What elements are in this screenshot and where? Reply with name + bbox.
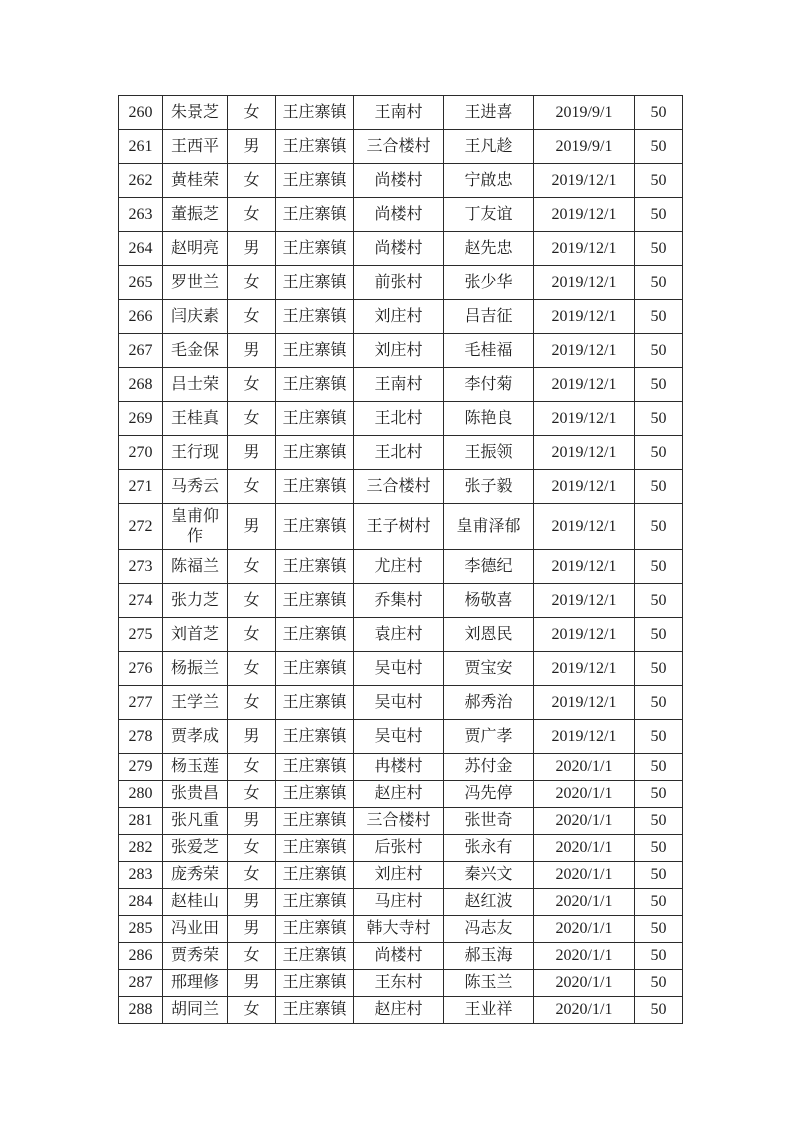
town-cell: 王庄寨镇: [276, 781, 354, 808]
table-row: [119, 916, 683, 943]
gender-cell: 女: [228, 96, 276, 130]
village-cell: 尚楼村: [354, 164, 444, 198]
table-row: [119, 164, 683, 198]
serial-cell: 265: [119, 266, 163, 300]
gender-cell: 女: [228, 943, 276, 970]
gender-cell: 女: [228, 862, 276, 889]
town-cell: 王庄寨镇: [276, 970, 354, 997]
village-cell: 王南村: [354, 368, 444, 402]
amount-cell: 50: [635, 402, 683, 436]
relative-name-cell: 张世奇: [444, 808, 534, 835]
name-cell: 王西平: [163, 130, 228, 164]
relative-name-cell: 王进喜: [444, 96, 534, 130]
village-cell: 尚楼村: [354, 198, 444, 232]
date-cell: 2019/9/1: [534, 130, 635, 164]
table-row: [119, 402, 683, 436]
village-cell: 吴屯村: [354, 686, 444, 720]
date-cell: 2019/12/1: [534, 164, 635, 198]
date-cell: 2019/12/1: [534, 198, 635, 232]
serial-cell: 268: [119, 368, 163, 402]
date-cell: 2020/1/1: [534, 862, 635, 889]
relative-name-cell: 吕吉征: [444, 300, 534, 334]
relative-name-cell: 丁友谊: [444, 198, 534, 232]
gender-cell: 女: [228, 300, 276, 334]
gender-cell: 男: [228, 504, 276, 550]
date-cell: 2020/1/1: [534, 808, 635, 835]
name-cell: 贾孝成: [163, 720, 228, 754]
relative-name-cell: 张永有: [444, 835, 534, 862]
gender-cell: 女: [228, 835, 276, 862]
name-cell: 黄桂荣: [163, 164, 228, 198]
table-row: [119, 618, 683, 652]
date-cell: 2019/12/1: [534, 368, 635, 402]
town-cell: 王庄寨镇: [276, 334, 354, 368]
village-cell: 前张村: [354, 266, 444, 300]
date-cell: 2020/1/1: [534, 754, 635, 781]
table-row: [119, 266, 683, 300]
amount-cell: 50: [635, 368, 683, 402]
serial-cell: 270: [119, 436, 163, 470]
amount-cell: 50: [635, 835, 683, 862]
date-cell: 2019/12/1: [534, 504, 635, 550]
relative-name-cell: 秦兴文: [444, 862, 534, 889]
table-row: [119, 997, 683, 1024]
amount-cell: 50: [635, 232, 683, 266]
village-cell: 王子树村: [354, 504, 444, 550]
town-cell: 王庄寨镇: [276, 402, 354, 436]
serial-cell: 264: [119, 232, 163, 266]
amount-cell: 50: [635, 916, 683, 943]
date-cell: 2019/12/1: [534, 720, 635, 754]
gender-cell: 女: [228, 198, 276, 232]
gender-cell: 男: [228, 130, 276, 164]
amount-cell: 50: [635, 754, 683, 781]
town-cell: 王庄寨镇: [276, 943, 354, 970]
town-cell: 王庄寨镇: [276, 835, 354, 862]
amount-cell: 50: [635, 504, 683, 550]
relative-name-cell: 李付菊: [444, 368, 534, 402]
town-cell: 王庄寨镇: [276, 198, 354, 232]
serial-cell: 284: [119, 889, 163, 916]
serial-cell: 269: [119, 402, 163, 436]
relative-name-cell: 宁啟忠: [444, 164, 534, 198]
gender-cell: 女: [228, 470, 276, 504]
table-row: [119, 300, 683, 334]
roster-table: [118, 95, 683, 1024]
relative-name-cell: 郝秀治: [444, 686, 534, 720]
serial-cell: 272: [119, 504, 163, 550]
town-cell: 王庄寨镇: [276, 130, 354, 164]
name-cell: 陈福兰: [163, 550, 228, 584]
village-cell: 刘庄村: [354, 334, 444, 368]
date-cell: 2020/1/1: [534, 943, 635, 970]
date-cell: 2019/12/1: [534, 300, 635, 334]
name-cell: 董振芝: [163, 198, 228, 232]
town-cell: 王庄寨镇: [276, 652, 354, 686]
village-cell: 王北村: [354, 402, 444, 436]
gender-cell: 男: [228, 916, 276, 943]
date-cell: 2020/1/1: [534, 916, 635, 943]
town-cell: 王庄寨镇: [276, 232, 354, 266]
relative-name-cell: 毛桂福: [444, 334, 534, 368]
village-cell: 刘庄村: [354, 862, 444, 889]
gender-cell: 女: [228, 164, 276, 198]
amount-cell: 50: [635, 889, 683, 916]
table-row: [119, 835, 683, 862]
name-cell: 张贵昌: [163, 781, 228, 808]
relative-name-cell: 赵先忠: [444, 232, 534, 266]
table-row: [119, 720, 683, 754]
town-cell: 王庄寨镇: [276, 436, 354, 470]
table-row: [119, 781, 683, 808]
roster-table-body: [119, 96, 683, 1024]
gender-cell: 女: [228, 652, 276, 686]
table-row: [119, 943, 683, 970]
village-cell: 王北村: [354, 436, 444, 470]
gender-cell: 男: [228, 334, 276, 368]
serial-cell: 287: [119, 970, 163, 997]
amount-cell: 50: [635, 862, 683, 889]
amount-cell: 50: [635, 970, 683, 997]
gender-cell: 女: [228, 781, 276, 808]
gender-cell: 女: [228, 550, 276, 584]
amount-cell: 50: [635, 584, 683, 618]
name-cell: 吕士荣: [163, 368, 228, 402]
serial-cell: 260: [119, 96, 163, 130]
village-cell: 冉楼村: [354, 754, 444, 781]
name-cell: 王行现: [163, 436, 228, 470]
name-cell: 邢理修: [163, 970, 228, 997]
date-cell: 2020/1/1: [534, 889, 635, 916]
amount-cell: 50: [635, 943, 683, 970]
serial-cell: 263: [119, 198, 163, 232]
gender-cell: 男: [228, 808, 276, 835]
amount-cell: 50: [635, 96, 683, 130]
name-cell: 赵桂山: [163, 889, 228, 916]
town-cell: 王庄寨镇: [276, 550, 354, 584]
town-cell: 王庄寨镇: [276, 889, 354, 916]
gender-cell: 女: [228, 618, 276, 652]
serial-cell: 285: [119, 916, 163, 943]
relative-name-cell: 冯先停: [444, 781, 534, 808]
amount-cell: 50: [635, 164, 683, 198]
amount-cell: 50: [635, 436, 683, 470]
gender-cell: 男: [228, 232, 276, 266]
name-cell: 冯业田: [163, 916, 228, 943]
serial-cell: 283: [119, 862, 163, 889]
village-cell: 三合楼村: [354, 130, 444, 164]
serial-cell: 275: [119, 618, 163, 652]
table-row: [119, 470, 683, 504]
serial-cell: 286: [119, 943, 163, 970]
serial-cell: 267: [119, 334, 163, 368]
relative-name-cell: 苏付金: [444, 754, 534, 781]
village-cell: 赵庄村: [354, 781, 444, 808]
name-cell: 朱景芝: [163, 96, 228, 130]
town-cell: 王庄寨镇: [276, 470, 354, 504]
village-cell: 韩大寺村: [354, 916, 444, 943]
town-cell: 王庄寨镇: [276, 368, 354, 402]
serial-cell: 277: [119, 686, 163, 720]
amount-cell: 50: [635, 266, 683, 300]
relative-name-cell: 贾宝安: [444, 652, 534, 686]
table-row: [119, 334, 683, 368]
gender-cell: 男: [228, 436, 276, 470]
town-cell: 王庄寨镇: [276, 916, 354, 943]
serial-cell: 278: [119, 720, 163, 754]
table-row: [119, 368, 683, 402]
village-cell: 后张村: [354, 835, 444, 862]
serial-cell: 266: [119, 300, 163, 334]
name-cell: 马秀云: [163, 470, 228, 504]
serial-cell: 274: [119, 584, 163, 618]
serial-cell: 288: [119, 997, 163, 1024]
relative-name-cell: 冯志友: [444, 916, 534, 943]
table-row: [119, 436, 683, 470]
village-cell: 刘庄村: [354, 300, 444, 334]
village-cell: 尚楼村: [354, 943, 444, 970]
village-cell: 尤庄村: [354, 550, 444, 584]
table-row: [119, 808, 683, 835]
amount-cell: 50: [635, 470, 683, 504]
name-cell: 毛金保: [163, 334, 228, 368]
table-row: [119, 130, 683, 164]
serial-cell: 280: [119, 781, 163, 808]
town-cell: 王庄寨镇: [276, 504, 354, 550]
gender-cell: 男: [228, 970, 276, 997]
name-cell: 庞秀荣: [163, 862, 228, 889]
relative-name-cell: 张子毅: [444, 470, 534, 504]
gender-cell: 女: [228, 686, 276, 720]
village-cell: 三合楼村: [354, 470, 444, 504]
relative-name-cell: 陈玉兰: [444, 970, 534, 997]
village-cell: 吴屯村: [354, 652, 444, 686]
town-cell: 王庄寨镇: [276, 686, 354, 720]
town-cell: 王庄寨镇: [276, 997, 354, 1024]
date-cell: 2019/12/1: [534, 652, 635, 686]
relative-name-cell: 李德纪: [444, 550, 534, 584]
table-row: [119, 889, 683, 916]
amount-cell: 50: [635, 720, 683, 754]
gender-cell: 女: [228, 266, 276, 300]
name-cell: 张力芝: [163, 584, 228, 618]
table-row: [119, 970, 683, 997]
village-cell: 吴屯村: [354, 720, 444, 754]
amount-cell: 50: [635, 334, 683, 368]
amount-cell: 50: [635, 198, 683, 232]
name-cell: 皇甫仰作: [163, 504, 228, 550]
town-cell: 王庄寨镇: [276, 862, 354, 889]
town-cell: 王庄寨镇: [276, 584, 354, 618]
amount-cell: 50: [635, 686, 683, 720]
amount-cell: 50: [635, 808, 683, 835]
date-cell: 2019/12/1: [534, 266, 635, 300]
table-row: [119, 550, 683, 584]
serial-cell: 281: [119, 808, 163, 835]
village-cell: 乔集村: [354, 584, 444, 618]
date-cell: 2019/12/1: [534, 334, 635, 368]
village-cell: 王东村: [354, 970, 444, 997]
gender-cell: 女: [228, 754, 276, 781]
name-cell: 罗世兰: [163, 266, 228, 300]
date-cell: 2019/12/1: [534, 436, 635, 470]
table-row: [119, 754, 683, 781]
date-cell: 2019/12/1: [534, 686, 635, 720]
serial-cell: 262: [119, 164, 163, 198]
name-cell: 张凡重: [163, 808, 228, 835]
relative-name-cell: 刘恩民: [444, 618, 534, 652]
amount-cell: 50: [635, 618, 683, 652]
town-cell: 王庄寨镇: [276, 96, 354, 130]
town-cell: 王庄寨镇: [276, 808, 354, 835]
relative-name-cell: 张少华: [444, 266, 534, 300]
gender-cell: 男: [228, 889, 276, 916]
name-cell: 刘首芝: [163, 618, 228, 652]
amount-cell: 50: [635, 781, 683, 808]
amount-cell: 50: [635, 997, 683, 1024]
serial-cell: 273: [119, 550, 163, 584]
amount-cell: 50: [635, 652, 683, 686]
table-row: [119, 686, 683, 720]
amount-cell: 50: [635, 300, 683, 334]
serial-cell: 271: [119, 470, 163, 504]
relative-name-cell: 贾广孝: [444, 720, 534, 754]
relative-name-cell: 皇甫泽郁: [444, 504, 534, 550]
relative-name-cell: 王振领: [444, 436, 534, 470]
name-cell: 杨玉莲: [163, 754, 228, 781]
town-cell: 王庄寨镇: [276, 266, 354, 300]
table-row: [119, 504, 683, 550]
serial-cell: 261: [119, 130, 163, 164]
name-cell: 张爱芝: [163, 835, 228, 862]
date-cell: 2020/1/1: [534, 997, 635, 1024]
date-cell: 2019/12/1: [534, 232, 635, 266]
serial-cell: 279: [119, 754, 163, 781]
table-row: [119, 198, 683, 232]
village-cell: 王南村: [354, 96, 444, 130]
town-cell: 王庄寨镇: [276, 754, 354, 781]
gender-cell: 女: [228, 584, 276, 618]
relative-name-cell: 王业祥: [444, 997, 534, 1024]
table-row: [119, 652, 683, 686]
relative-name-cell: 王凡趁: [444, 130, 534, 164]
date-cell: 2019/12/1: [534, 402, 635, 436]
table-row: [119, 862, 683, 889]
relative-name-cell: 陈艳良: [444, 402, 534, 436]
date-cell: 2019/9/1: [534, 96, 635, 130]
relative-name-cell: 赵红波: [444, 889, 534, 916]
name-cell: 杨振兰: [163, 652, 228, 686]
relative-name-cell: 郝玉海: [444, 943, 534, 970]
date-cell: 2019/12/1: [534, 618, 635, 652]
town-cell: 王庄寨镇: [276, 300, 354, 334]
gender-cell: 男: [228, 720, 276, 754]
name-cell: 贾秀荣: [163, 943, 228, 970]
name-cell: 胡同兰: [163, 997, 228, 1024]
gender-cell: 女: [228, 997, 276, 1024]
village-cell: 赵庄村: [354, 997, 444, 1024]
table-row: [119, 96, 683, 130]
serial-cell: 276: [119, 652, 163, 686]
village-cell: 袁庄村: [354, 618, 444, 652]
date-cell: 2019/12/1: [534, 470, 635, 504]
gender-cell: 女: [228, 368, 276, 402]
date-cell: 2020/1/1: [534, 835, 635, 862]
gender-cell: 女: [228, 402, 276, 436]
village-cell: 三合楼村: [354, 808, 444, 835]
table-row: [119, 232, 683, 266]
name-cell: 王学兰: [163, 686, 228, 720]
relative-name-cell: 杨敬喜: [444, 584, 534, 618]
town-cell: 王庄寨镇: [276, 618, 354, 652]
village-cell: 马庄村: [354, 889, 444, 916]
name-cell: 闫庆素: [163, 300, 228, 334]
table-row: [119, 584, 683, 618]
amount-cell: 50: [635, 130, 683, 164]
town-cell: 王庄寨镇: [276, 720, 354, 754]
date-cell: 2019/12/1: [534, 584, 635, 618]
name-cell: 赵明亮: [163, 232, 228, 266]
amount-cell: 50: [635, 550, 683, 584]
date-cell: 2019/12/1: [534, 550, 635, 584]
date-cell: 2020/1/1: [534, 970, 635, 997]
village-cell: 尚楼村: [354, 232, 444, 266]
serial-cell: 282: [119, 835, 163, 862]
town-cell: 王庄寨镇: [276, 164, 354, 198]
date-cell: 2020/1/1: [534, 781, 635, 808]
name-cell: 王桂真: [163, 402, 228, 436]
